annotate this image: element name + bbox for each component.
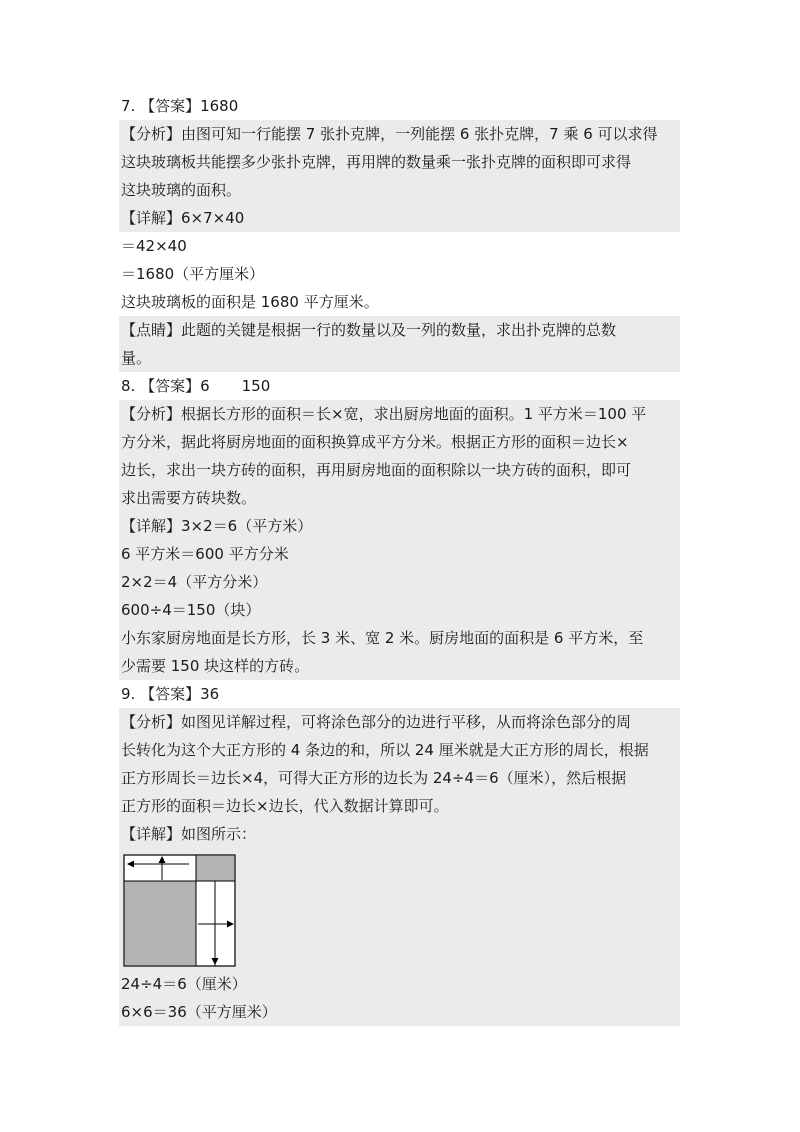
shaded-large-square (124, 881, 196, 966)
q8-analysis-line: 求出需要方砖块数。 (121, 489, 257, 507)
q8-body (119, 400, 680, 680)
q8-analysis-line: 边长，求出一块方砖的面积，再用厨房地面的面积除以一块方砖的面积，即可 (121, 461, 632, 479)
q7-answer-title: 7. 【答案】1680 (121, 97, 239, 115)
q7-detail-line: 【详解】6×7×40 (121, 209, 245, 227)
q9-analysis-line: 正方形周长＝边长×4，可得大正方形的边长为 24÷4＝6（厘米），然后根据 (121, 769, 627, 787)
q9-answer-title: 9. 【答案】36 (121, 685, 220, 703)
q8-detail-line: 小东家厨房地面是长方形，长 3 米、宽 2 米。厨房地面的面积是 6 平方米，至 (121, 629, 644, 647)
q7-detail-line: 这块玻璃板的面积是 1680 平方厘米。 (119, 288, 680, 316)
q7-comment-line: 【点睛】此题的关键是根据一行的数量以及一列的数量，求出扑克牌的总数 (121, 321, 617, 339)
q8-answer-second: 150 (241, 377, 271, 395)
q9-detail-intro: 【详解】如图所示： (121, 825, 257, 843)
q7-analysis-line: 这块玻璃板共能摆多少张扑克牌，再用牌的数量乘一张扑克牌的面积即可求得 (121, 153, 632, 171)
q9-analysis-line: 【分析】如图见详解过程，可将涂色部分的边进行平移，从而将涂色部分的周 (121, 713, 632, 731)
q8-answer-first: 8. 【答案】6 (121, 377, 210, 395)
shaded-small-square (196, 855, 235, 881)
q9-analysis-line: 正方形的面积＝边长×边长，代入数据计算即可。 (121, 797, 449, 815)
q8-analysis-line: 【分析】根据长方形的面积＝长×宽，求出厨房地面的面积。1 平方米＝100 平 (121, 405, 647, 423)
q8-detail-line: 600÷4＝150（块） (121, 601, 261, 619)
q9-detail-line: 24÷4＝6（厘米） (121, 975, 247, 993)
q8-detail-line: 【详解】3×2＝6（平方米） (121, 517, 313, 535)
q8-answer-title (119, 372, 680, 400)
q7-analysis-line: 这块玻璃的面积。 (121, 181, 242, 199)
q9-figure-area (119, 848, 680, 970)
q7-comment-line: 量。 (121, 349, 152, 367)
q8-detail-line: 2×2＝4（平方分米） (121, 573, 268, 591)
q9-detail-line: 6×6＝36（平方厘米） (121, 1003, 277, 1021)
q7-detail-line: ＝42×40 (119, 232, 680, 260)
q9-body (119, 708, 680, 1026)
q8-analysis-line: 方分米，据此将厨房地面的面积换算成平方分米。根据正方形的面积＝边长× (121, 433, 629, 451)
q8-detail-line: 6 平方米＝600 平方分米 (121, 545, 289, 563)
square-translation-figure (123, 854, 237, 968)
q9-analysis-line: 长转化为这个大正方形的 4 条边的和，所以 24 厘米就是大正方形的周长，根据 (121, 741, 649, 759)
q7-detail-line: ＝1680（平方厘米） (119, 260, 680, 288)
answer-page (119, 92, 680, 1026)
q8-detail-line: 少需要 150 块这样的方砖。 (121, 657, 310, 675)
q7-body (119, 120, 680, 372)
q7-analysis-line: 【分析】由图可知一行能摆 7 张扑克牌，一列能摆 6 张扑克牌，7 乘 6 可以求得 (121, 125, 658, 143)
